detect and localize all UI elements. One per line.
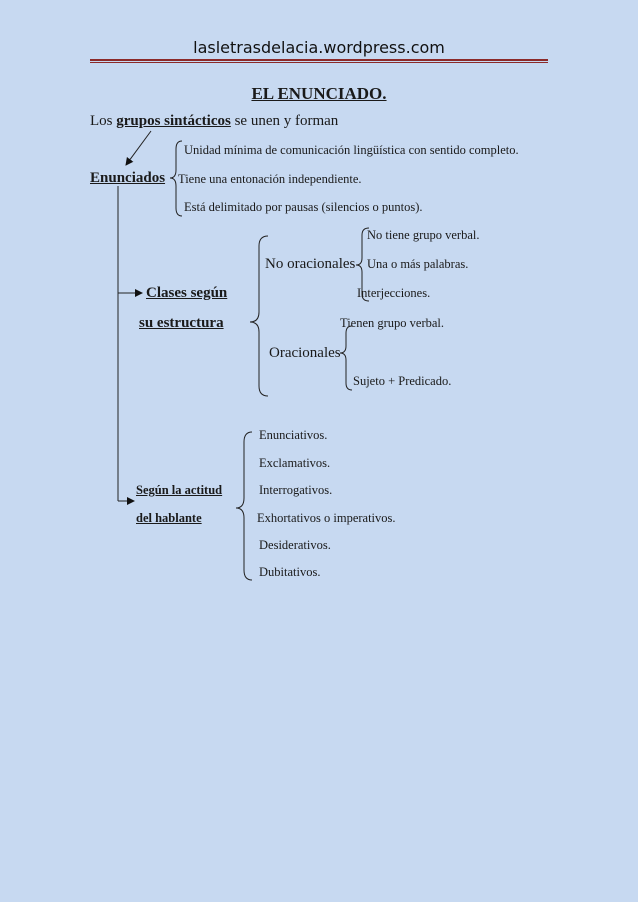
no-oracionales-item: Una o más palabras. [367, 257, 469, 271]
no-oracionales-item: Interjecciones. [357, 286, 431, 300]
actitud-item: Exclamativos. [259, 456, 331, 470]
site-header: lasletrasdelacia.wordpress.com [193, 38, 445, 57]
actitud-item: Exhortativos o imperativos. [257, 511, 396, 525]
page-title: EL ENUNCIADO. [251, 84, 387, 103]
actitud-item: Dubitativos. [259, 565, 321, 579]
enunciados-label: Enunciados [90, 170, 166, 186]
actitud-label-line2: del hablante [136, 511, 202, 525]
brace-no-oracionales [356, 228, 369, 301]
definition-item: Tiene una entonación independiente. [178, 172, 362, 186]
brace-definitions [170, 141, 182, 216]
intro-term: grupos sintácticos [116, 113, 231, 129]
oracionales-label: Oracionales [269, 345, 341, 361]
brace-oracionales [340, 326, 352, 390]
actitud-item: Interrogativos. [259, 483, 333, 497]
estructura-label-line1: Clases según [146, 285, 228, 301]
arrow-to-enunciados [126, 131, 151, 165]
brace-estructura [250, 236, 268, 396]
no-oracionales-label: No oracionales [265, 256, 356, 272]
definition-item: Está delimitado por pausas (silencios o puntos). [184, 200, 423, 214]
estructura-label-line2: su estructura [139, 315, 224, 331]
definition-item: Unidad mínima de comunicación lingüística con sentido completo. [184, 143, 519, 157]
intro-suffix: se unen y forman [230, 113, 339, 129]
actitud-item: Enunciativos. [259, 428, 328, 442]
intro-prefix: Los [90, 113, 117, 129]
actitud-label-line1: Según la actitud [136, 483, 223, 497]
brace-actitud [236, 432, 252, 580]
oracionales-item: Tienen grupo verbal. [340, 316, 445, 330]
oracionales-item: Sujeto + Predicado. [353, 374, 452, 388]
no-oracionales-item: No tiene grupo verbal. [367, 228, 480, 242]
actitud-item: Desiderativos. [259, 538, 331, 552]
